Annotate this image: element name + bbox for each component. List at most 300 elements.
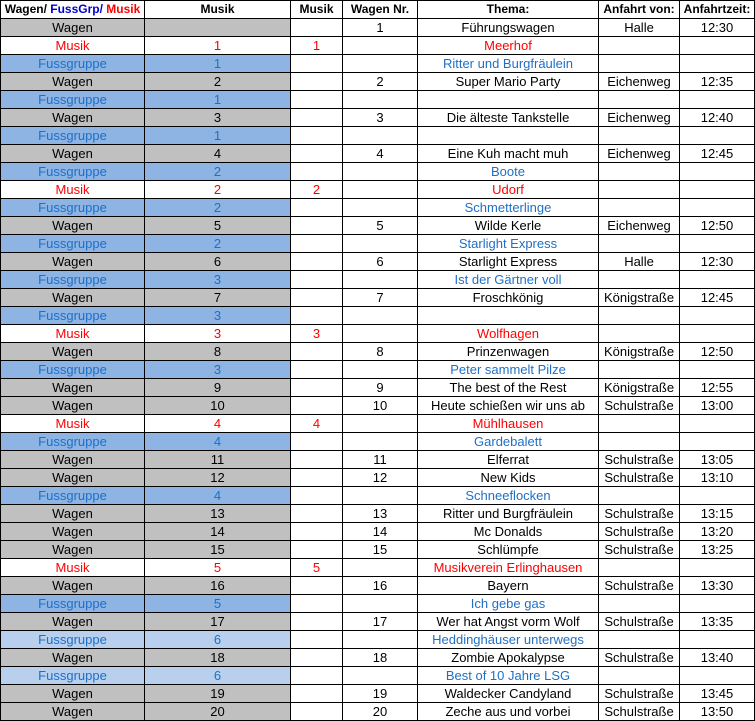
wagen-nr-cell <box>343 433 418 451</box>
header-row <box>1 1 755 19</box>
wagen-nr-cell <box>343 127 418 145</box>
wagen-nr-cell: 16 <box>343 577 418 595</box>
anfahrtzeit-cell: 13:40 <box>680 649 755 667</box>
type-cell: Wagen <box>1 343 145 361</box>
type-cell: Wagen <box>1 217 145 235</box>
anfahrtzeit-cell: 13:05 <box>680 451 755 469</box>
anfahrt-von-cell <box>599 127 680 145</box>
anfahrtzeit-cell <box>680 127 755 145</box>
musik-nr-cell <box>291 397 343 415</box>
musik-nr-cell <box>291 235 343 253</box>
anfahrtzeit-cell: 13:00 <box>680 397 755 415</box>
table-row <box>1 253 755 271</box>
musik-cell: 6 <box>145 253 291 271</box>
wagen-nr-cell: 10 <box>343 397 418 415</box>
anfahrt-von-cell <box>599 631 680 649</box>
musik-cell: 2 <box>145 73 291 91</box>
thema-cell <box>418 307 599 325</box>
thema-cell: Eine Kuh macht muh <box>418 145 599 163</box>
wagen-nr-cell: 20 <box>343 703 418 721</box>
table-row <box>1 361 755 379</box>
table-row <box>1 199 755 217</box>
table-row <box>1 289 755 307</box>
thema-cell: Wolfhagen <box>418 325 599 343</box>
table-row <box>1 307 755 325</box>
type-cell: Fussgruppe <box>1 631 145 649</box>
table-row <box>1 91 755 109</box>
anfahrtzeit-cell <box>680 487 755 505</box>
anfahrt-von-cell: Königstraße <box>599 289 680 307</box>
type-cell: Fussgruppe <box>1 127 145 145</box>
wagen-nr-cell: 2 <box>343 73 418 91</box>
musik-nr-cell <box>291 487 343 505</box>
thema-cell: Zeche aus und vorbei <box>418 703 599 721</box>
wagen-nr-cell: 8 <box>343 343 418 361</box>
type-cell: Wagen <box>1 397 145 415</box>
musik-nr-cell <box>291 631 343 649</box>
anfahrt-von-cell: Schulstraße <box>599 469 680 487</box>
anfahrt-von-cell <box>599 307 680 325</box>
type-cell: Fussgruppe <box>1 55 145 73</box>
wagen-nr-cell <box>343 325 418 343</box>
anfahrt-von-cell: Eichenweg <box>599 73 680 91</box>
musik-cell: 3 <box>145 325 291 343</box>
wagen-nr-cell <box>343 559 418 577</box>
header-musik-2: Musik <box>291 1 343 19</box>
musik-cell: 6 <box>145 667 291 685</box>
musik-cell: 15 <box>145 541 291 559</box>
thema-cell: Peter sammelt Pilze <box>418 361 599 379</box>
musik-cell: 2 <box>145 163 291 181</box>
header-type-wagen: Wagen/ <box>4 2 47 16</box>
table-row <box>1 325 755 343</box>
thema-cell: Best of 10 Jahre LSG <box>418 667 599 685</box>
anfahrt-von-cell <box>599 91 680 109</box>
anfahrtzeit-cell <box>680 361 755 379</box>
anfahrt-von-cell <box>599 163 680 181</box>
anfahrtzeit-cell <box>680 559 755 577</box>
table-row <box>1 541 755 559</box>
wagen-nr-cell: 15 <box>343 541 418 559</box>
type-cell: Wagen <box>1 145 145 163</box>
musik-nr-cell <box>291 127 343 145</box>
type-cell: Wagen <box>1 541 145 559</box>
thema-cell: New Kids <box>418 469 599 487</box>
musik-cell: 14 <box>145 523 291 541</box>
wagen-nr-cell <box>343 415 418 433</box>
wagen-nr-cell <box>343 91 418 109</box>
musik-nr-cell <box>291 343 343 361</box>
anfahrtzeit-cell <box>680 271 755 289</box>
musik-nr-cell <box>291 595 343 613</box>
thema-cell: Heute schießen wir uns ab <box>418 397 599 415</box>
header-type-musik: Musik <box>106 2 141 16</box>
thema-cell: Froschkönig <box>418 289 599 307</box>
anfahrtzeit-cell <box>680 667 755 685</box>
musik-cell: 7 <box>145 289 291 307</box>
musik-nr-cell: 3 <box>291 325 343 343</box>
musik-nr-cell <box>291 55 343 73</box>
musik-nr-cell <box>291 307 343 325</box>
table-row <box>1 685 755 703</box>
header-anfahrtzeit: Anfahrtzeit: <box>680 1 755 19</box>
type-cell: Wagen <box>1 685 145 703</box>
thema-cell: Waldecker Candyland <box>418 685 599 703</box>
wagen-nr-cell <box>343 307 418 325</box>
anfahrt-von-cell: Königstraße <box>599 379 680 397</box>
table-row <box>1 379 755 397</box>
table-row <box>1 577 755 595</box>
anfahrtzeit-cell: 12:40 <box>680 109 755 127</box>
anfahrtzeit-cell <box>680 91 755 109</box>
anfahrtzeit-cell <box>680 199 755 217</box>
table-row <box>1 505 755 523</box>
table-row <box>1 343 755 361</box>
type-cell: Fussgruppe <box>1 235 145 253</box>
anfahrtzeit-cell <box>680 595 755 613</box>
wagen-nr-cell <box>343 595 418 613</box>
anfahrt-von-cell: Schulstraße <box>599 397 680 415</box>
anfahrt-von-cell: Eichenweg <box>599 109 680 127</box>
musik-cell: 20 <box>145 703 291 721</box>
musik-cell: 16 <box>145 577 291 595</box>
anfahrtzeit-cell: 12:50 <box>680 343 755 361</box>
wagen-nr-cell <box>343 235 418 253</box>
anfahrt-von-cell: Schulstraße <box>599 577 680 595</box>
anfahrt-von-cell <box>599 55 680 73</box>
musik-nr-cell <box>291 73 343 91</box>
wagen-nr-cell: 6 <box>343 253 418 271</box>
table-row <box>1 433 755 451</box>
anfahrtzeit-cell <box>680 325 755 343</box>
musik-nr-cell <box>291 271 343 289</box>
wagen-nr-cell: 18 <box>343 649 418 667</box>
anfahrt-von-cell: Schulstraße <box>599 649 680 667</box>
musik-cell: 1 <box>145 91 291 109</box>
anfahrt-von-cell: Schulstraße <box>599 451 680 469</box>
musik-cell: 2 <box>145 199 291 217</box>
thema-cell: Boote <box>418 163 599 181</box>
musik-nr-cell <box>291 145 343 163</box>
thema-cell: Starlight Express <box>418 235 599 253</box>
musik-nr-cell <box>291 433 343 451</box>
header-wagen-nr: Wagen Nr. <box>343 1 418 19</box>
type-cell: Fussgruppe <box>1 271 145 289</box>
type-cell: Musik <box>1 181 145 199</box>
musik-cell: 4 <box>145 415 291 433</box>
thema-cell: Bayern <box>418 577 599 595</box>
type-cell: Musik <box>1 415 145 433</box>
wagen-nr-cell <box>343 487 418 505</box>
musik-nr-cell: 4 <box>291 415 343 433</box>
musik-cell: 2 <box>145 235 291 253</box>
type-cell: Wagen <box>1 73 145 91</box>
anfahrtzeit-cell: 13:15 <box>680 505 755 523</box>
wagen-nr-cell: 19 <box>343 685 418 703</box>
table-row <box>1 217 755 235</box>
musik-cell: 6 <box>145 631 291 649</box>
musik-cell: 5 <box>145 217 291 235</box>
table-row <box>1 181 755 199</box>
anfahrtzeit-cell: 12:45 <box>680 289 755 307</box>
table-row <box>1 271 755 289</box>
type-cell: Wagen <box>1 703 145 721</box>
thema-cell: Ist der Gärtner voll <box>418 271 599 289</box>
thema-cell: The best of the Rest <box>418 379 599 397</box>
musik-cell: 4 <box>145 433 291 451</box>
wagen-nr-cell: 9 <box>343 379 418 397</box>
thema-cell <box>418 127 599 145</box>
musik-nr-cell <box>291 199 343 217</box>
anfahrt-von-cell <box>599 325 680 343</box>
wagen-nr-cell <box>343 199 418 217</box>
wagen-nr-cell <box>343 181 418 199</box>
table-row <box>1 127 755 145</box>
table-row <box>1 73 755 91</box>
thema-cell: Prinzenwagen <box>418 343 599 361</box>
table-row <box>1 19 755 37</box>
type-cell: Fussgruppe <box>1 487 145 505</box>
wagen-nr-cell <box>343 361 418 379</box>
anfahrt-von-cell <box>599 433 680 451</box>
anfahrtzeit-cell: 13:20 <box>680 523 755 541</box>
musik-nr-cell: 1 <box>291 37 343 55</box>
musik-nr-cell <box>291 685 343 703</box>
musik-cell: 3 <box>145 271 291 289</box>
table-row <box>1 37 755 55</box>
thema-cell <box>418 91 599 109</box>
wagen-nr-cell: 17 <box>343 613 418 631</box>
anfahrtzeit-cell: 12:30 <box>680 253 755 271</box>
type-cell: Fussgruppe <box>1 199 145 217</box>
musik-cell: 8 <box>145 343 291 361</box>
anfahrt-von-cell <box>599 235 680 253</box>
type-cell: Fussgruppe <box>1 667 145 685</box>
wagen-nr-cell <box>343 631 418 649</box>
musik-cell: 3 <box>145 307 291 325</box>
anfahrt-von-cell: Schulstraße <box>599 613 680 631</box>
table-row <box>1 559 755 577</box>
musik-cell: 10 <box>145 397 291 415</box>
anfahrt-von-cell <box>599 199 680 217</box>
musik-nr-cell <box>291 19 343 37</box>
wagen-nr-cell <box>343 271 418 289</box>
musik-cell: 12 <box>145 469 291 487</box>
musik-nr-cell <box>291 361 343 379</box>
musik-cell: 3 <box>145 361 291 379</box>
type-cell: Wagen <box>1 469 145 487</box>
musik-nr-cell <box>291 613 343 631</box>
musik-nr-cell <box>291 109 343 127</box>
musik-nr-cell <box>291 91 343 109</box>
table-row <box>1 109 755 127</box>
anfahrt-von-cell <box>599 361 680 379</box>
type-cell: Wagen <box>1 109 145 127</box>
anfahrtzeit-cell: 13:25 <box>680 541 755 559</box>
thema-cell: Führungswagen <box>418 19 599 37</box>
anfahrtzeit-cell: 12:50 <box>680 217 755 235</box>
anfahrtzeit-cell <box>680 163 755 181</box>
wagen-nr-cell <box>343 37 418 55</box>
header-anfahrt-von: Anfahrt von: <box>599 1 680 19</box>
type-cell: Wagen <box>1 19 145 37</box>
wagen-nr-cell <box>343 667 418 685</box>
anfahrt-von-cell: Halle <box>599 19 680 37</box>
musik-nr-cell <box>291 469 343 487</box>
wagen-nr-cell: 3 <box>343 109 418 127</box>
type-cell: Wagen <box>1 523 145 541</box>
anfahrt-von-cell: Halle <box>599 253 680 271</box>
thema-cell: Starlight Express <box>418 253 599 271</box>
anfahrtzeit-cell: 12:35 <box>680 73 755 91</box>
table-row <box>1 523 755 541</box>
thema-cell: Ich gebe gas <box>418 595 599 613</box>
musik-cell: 5 <box>145 595 291 613</box>
anfahrtzeit-cell: 13:30 <box>680 577 755 595</box>
table-row <box>1 487 755 505</box>
musik-cell: 2 <box>145 181 291 199</box>
musik-cell: 4 <box>145 145 291 163</box>
thema-cell: Mc Donalds <box>418 523 599 541</box>
anfahrtzeit-cell: 13:50 <box>680 703 755 721</box>
header-musik-1: Musik <box>145 1 291 19</box>
musik-cell: 3 <box>145 109 291 127</box>
musik-nr-cell: 5 <box>291 559 343 577</box>
table-body <box>1 19 755 721</box>
table-row <box>1 397 755 415</box>
anfahrt-von-cell <box>599 595 680 613</box>
thema-cell: Schlümpfe <box>418 541 599 559</box>
anfahrtzeit-cell <box>680 307 755 325</box>
anfahrt-von-cell <box>599 415 680 433</box>
type-cell: Fussgruppe <box>1 361 145 379</box>
thema-cell: Super Mario Party <box>418 73 599 91</box>
musik-nr-cell <box>291 667 343 685</box>
thema-cell: Ritter und Burgfräulein <box>418 55 599 73</box>
table-row <box>1 667 755 685</box>
anfahrt-von-cell: Eichenweg <box>599 217 680 235</box>
anfahrtzeit-cell: 13:10 <box>680 469 755 487</box>
type-cell: Fussgruppe <box>1 163 145 181</box>
musik-cell: 1 <box>145 37 291 55</box>
wagen-nr-cell: 1 <box>343 19 418 37</box>
musik-nr-cell <box>291 523 343 541</box>
anfahrt-von-cell <box>599 559 680 577</box>
anfahrt-von-cell <box>599 487 680 505</box>
thema-cell: Elferrat <box>418 451 599 469</box>
anfahrtzeit-cell <box>680 631 755 649</box>
musik-cell: 17 <box>145 613 291 631</box>
musik-nr-cell <box>291 379 343 397</box>
musik-cell: 4 <box>145 487 291 505</box>
anfahrt-von-cell: Eichenweg <box>599 145 680 163</box>
anfahrt-von-cell <box>599 271 680 289</box>
musik-nr-cell <box>291 541 343 559</box>
anfahrt-von-cell: Königstraße <box>599 343 680 361</box>
anfahrt-von-cell <box>599 181 680 199</box>
header-thema: Thema: <box>418 1 599 19</box>
table-row <box>1 55 755 73</box>
musik-nr-cell <box>291 289 343 307</box>
type-cell: Fussgruppe <box>1 595 145 613</box>
anfahrtzeit-cell: 12:45 <box>680 145 755 163</box>
type-cell: Wagen <box>1 253 145 271</box>
thema-cell: Zombie Apokalypse <box>418 649 599 667</box>
thema-cell: Ritter und Burgfräulein <box>418 505 599 523</box>
wagen-nr-cell <box>343 55 418 73</box>
thema-cell: Mühlhausen <box>418 415 599 433</box>
table-row <box>1 163 755 181</box>
thema-cell: Musikverein Erlinghausen <box>418 559 599 577</box>
wagen-nr-cell: 4 <box>343 145 418 163</box>
wagen-nr-cell: 11 <box>343 451 418 469</box>
anfahrtzeit-cell <box>680 55 755 73</box>
table-row <box>1 595 755 613</box>
anfahrtzeit-cell <box>680 415 755 433</box>
musik-cell: 1 <box>145 127 291 145</box>
anfahrtzeit-cell <box>680 235 755 253</box>
thema-cell: Wer hat Angst vorm Wolf <box>418 613 599 631</box>
thema-cell: Schmetterlinge <box>418 199 599 217</box>
anfahrt-von-cell: Schulstraße <box>599 541 680 559</box>
type-cell: Wagen <box>1 451 145 469</box>
musik-cell: 5 <box>145 559 291 577</box>
anfahrt-von-cell: Schulstraße <box>599 685 680 703</box>
type-cell: Wagen <box>1 613 145 631</box>
musik-cell: 1 <box>145 55 291 73</box>
musik-nr-cell <box>291 163 343 181</box>
thema-cell: Die älteste Tankstelle <box>418 109 599 127</box>
anfahrtzeit-cell <box>680 37 755 55</box>
type-cell: Musik <box>1 37 145 55</box>
thema-cell: Heddinghäuser unterwegs <box>418 631 599 649</box>
musik-nr-cell <box>291 649 343 667</box>
type-cell: Fussgruppe <box>1 433 145 451</box>
musik-nr-cell <box>291 505 343 523</box>
type-cell: Wagen <box>1 577 145 595</box>
type-cell: Fussgruppe <box>1 307 145 325</box>
type-cell: Fussgruppe <box>1 91 145 109</box>
musik-nr-cell <box>291 253 343 271</box>
wagen-nr-cell <box>343 163 418 181</box>
musik-cell <box>145 19 291 37</box>
table-row <box>1 613 755 631</box>
musik-nr-cell <box>291 451 343 469</box>
header-type <box>1 1 145 19</box>
thema-cell: Gardebalett <box>418 433 599 451</box>
anfahrt-von-cell <box>599 37 680 55</box>
anfahrtzeit-cell: 12:30 <box>680 19 755 37</box>
anfahrtzeit-cell: 13:35 <box>680 613 755 631</box>
anfahrtzeit-cell <box>680 433 755 451</box>
wagen-nr-cell: 12 <box>343 469 418 487</box>
anfahrt-von-cell <box>599 667 680 685</box>
table-row <box>1 235 755 253</box>
header-type-fussgrp: FussGrp/ <box>50 2 103 16</box>
table-row <box>1 451 755 469</box>
wagen-nr-cell: 7 <box>343 289 418 307</box>
type-cell: Wagen <box>1 289 145 307</box>
musik-nr-cell <box>291 577 343 595</box>
thema-cell: Schneeflocken <box>418 487 599 505</box>
table-row <box>1 631 755 649</box>
anfahrtzeit-cell <box>680 181 755 199</box>
wagen-nr-cell: 5 <box>343 217 418 235</box>
thema-cell: Meerhof <box>418 37 599 55</box>
table-row <box>1 469 755 487</box>
musik-nr-cell <box>291 217 343 235</box>
musik-cell: 19 <box>145 685 291 703</box>
